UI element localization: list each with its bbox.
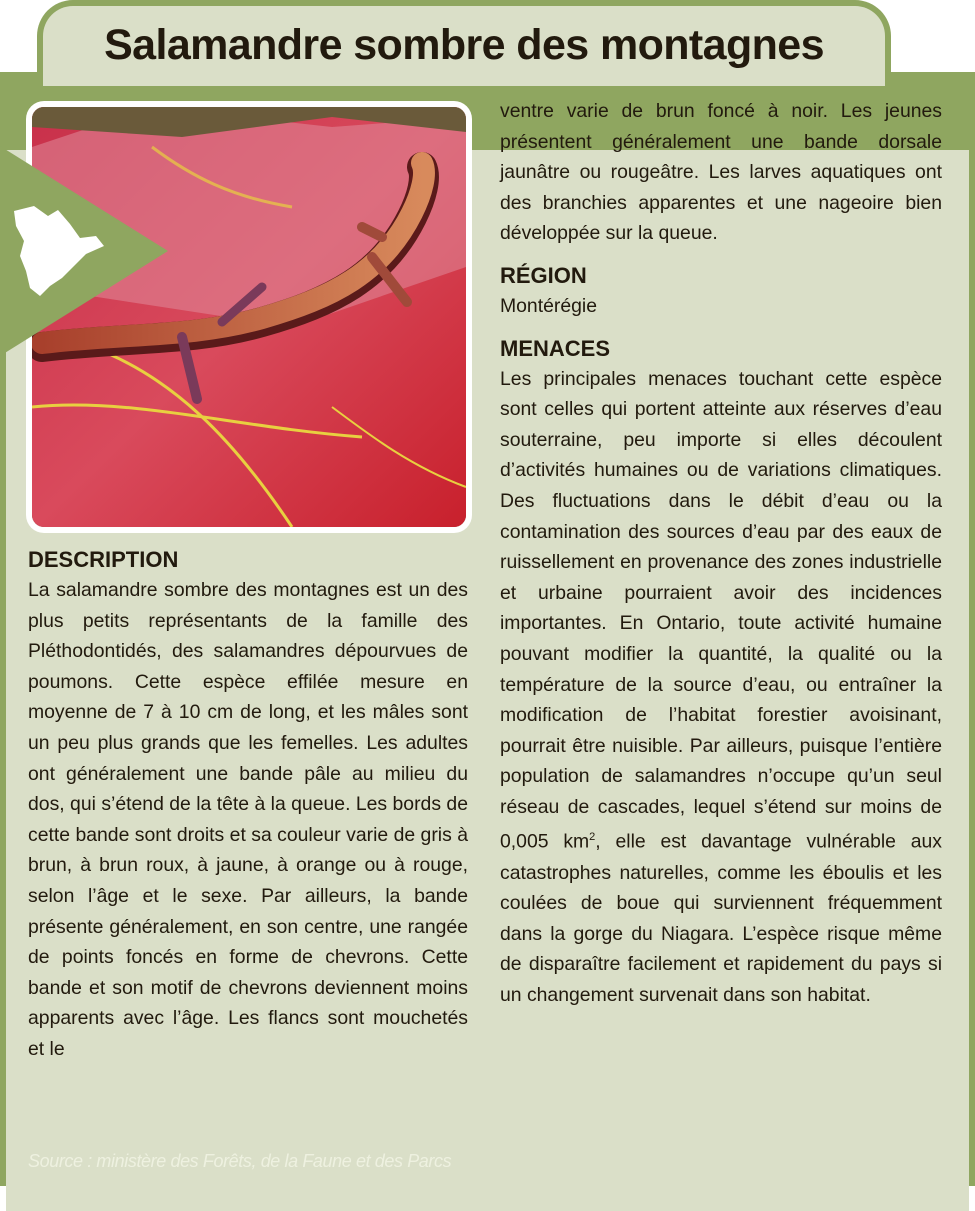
description-text: La salamandre sombre des montagnes est un des plus petits représentants de la famille des Pléthodontidés, des salamandres dépourvues de poumons. Cette espèce effilée mesure en moyenne de 7 à 10 cm de long, et les mâles sont un peu plus grands que les femelles. Les adultes ont généralement une bande pâle au milieu du dos, qui s’étend de la tête à la queue. Les bords de cette bande sont droits et sa couleur varie de gris à brun, à brun roux, à jaune, à orange ou à rouge, selon l’âge et le sexe. Par ailleurs, la bande présente généralement, en son centre, une rangée de points foncés en forme de chevrons. Cette bande et son motif de chevrons deviennent moins apparents avec l’âge. Les flancs sont mouchetés et le <box>28 579 468 1060</box>
threats-heading: MENACES <box>500 335 611 361</box>
description-heading: DESCRIPTION <box>28 547 179 572</box>
page-title: Salamandre sombre des montagnes <box>104 21 824 69</box>
quebec-map-icon <box>0 146 170 356</box>
region-heading: RÉGION <box>500 262 587 288</box>
threats-text-part1: Les principales menaces touchant cette espèce sont celles qui portent atteinte aux réserves d’eau souterraine, peu importe si elles découlent d’activités humaines ou de variations climatiques. Des fluctuations dans le débit d’eau ou la contamination des sources d’eau par des eaux de ruissellement en provenance des zones industrielle et urbaine pourraient avoir des incidences importantes. En Ontario, toute activité humaine pouvant modifier la quantité, la qualité ou la température de la source d’eau, ou entraîner la modification de l’habitat forestier avoisinant, pourrait être nuisible. Par ailleurs, puisque l’entière population de salamandres n’occupe qu’un seul réseau de cascades, lequel s’étend sur moins de 0,005 km <box>500 367 942 853</box>
threats-section <box>500 334 942 1011</box>
description-text-continued: ventre varie de brun foncé à noir. Les jeunes présentent généralement une bande dorsale jaunâtre ou rougeâtre. Les larves aquatiques ont des branchies apparentes et une nageoire bien développée sur la queue. <box>500 100 942 245</box>
threats-text-part2: , elle est davantage vulnérable aux catastrophes naturelles, comme les éboulis et les coulées de boue qui surviennent fréquemment dans la gorge du Niagara. L’espèce risque même de disparaître facilement et rapidement du pays si un changement survenait dans son habitat. <box>500 830 942 1006</box>
right-column <box>500 96 942 1011</box>
source-credit: Source : ministère des Forêts, de la Faune et des Parcs <box>28 1151 452 1171</box>
description-section <box>28 545 468 1065</box>
threats-text <box>500 364 942 1011</box>
unit-superscript: 2 <box>589 831 596 844</box>
region-text: Montérégie <box>500 294 598 317</box>
region-section <box>500 261 942 322</box>
